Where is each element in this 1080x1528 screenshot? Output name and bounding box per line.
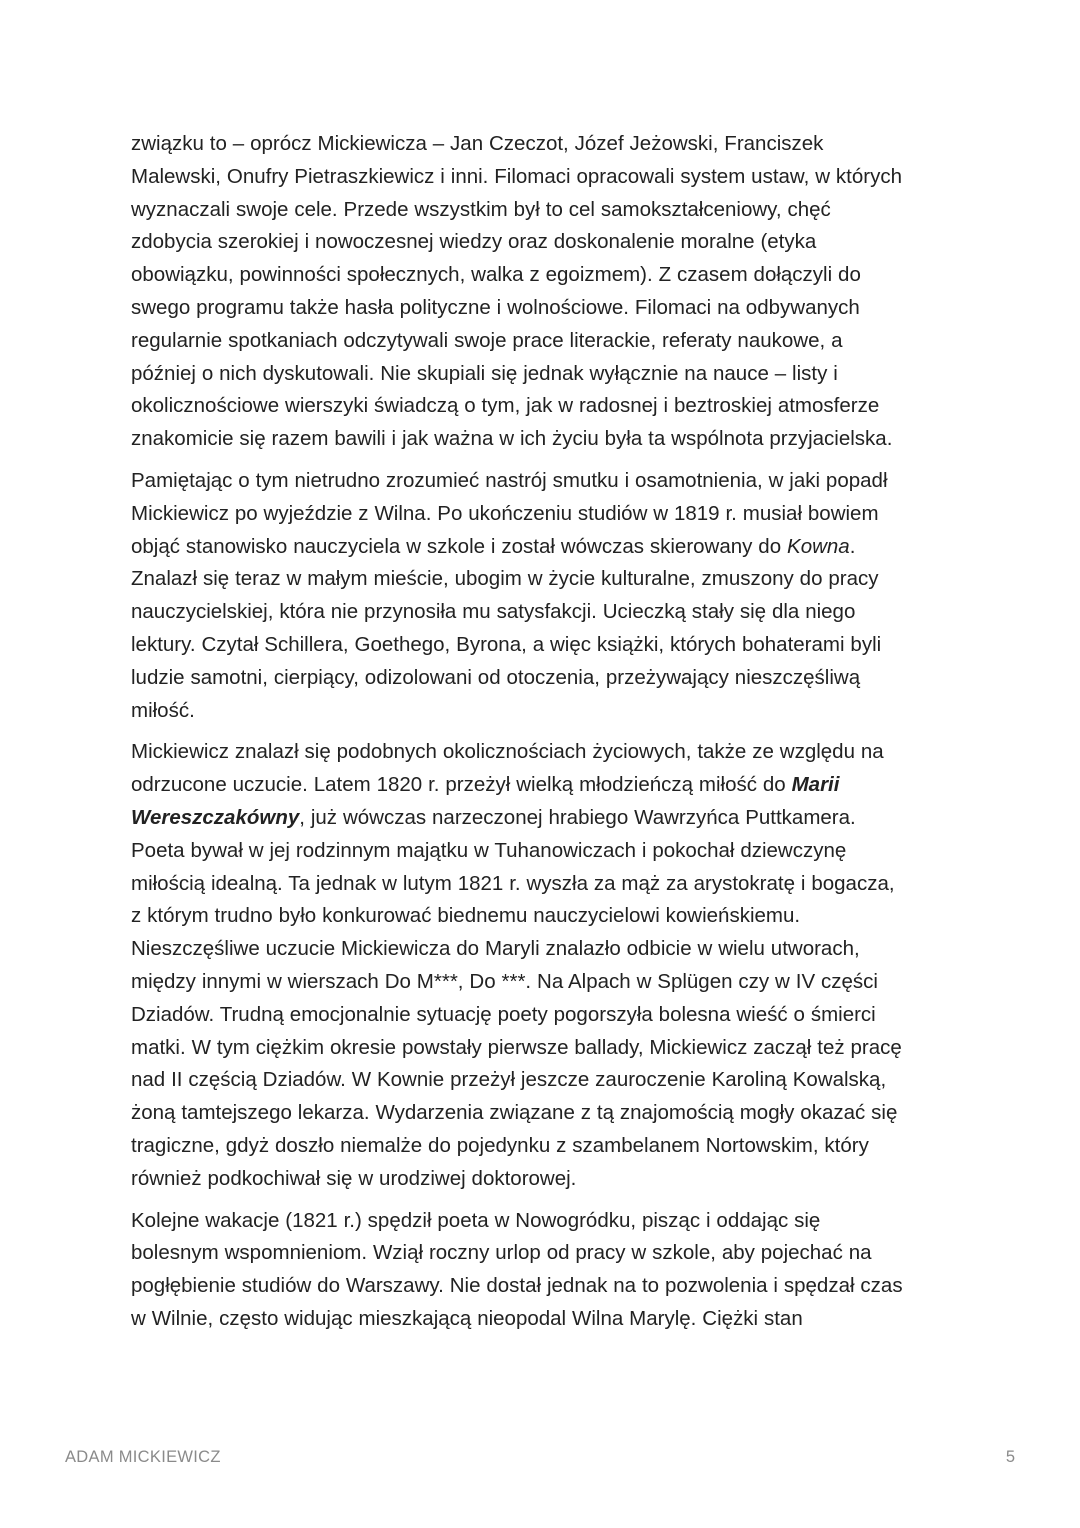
text-line	[131, 999, 953, 1032]
text-line	[131, 966, 953, 999]
text-run: pogłębienie studiów do Warszawy. Nie dostał jednak na to pozwolenia i spędzał czas	[131, 1274, 903, 1298]
text-line	[131, 596, 953, 629]
text-run: lektury. Czytał Schillera, Goethego, Byrona, a więc książki, których bohaterami byli	[131, 632, 882, 656]
text-line	[131, 563, 953, 596]
page-body	[131, 128, 953, 1345]
text-line	[131, 900, 953, 933]
text-line	[131, 325, 953, 358]
text-run: matki. W tym ciężkim okresie powstały pierwsze ballady, Mickiewicz zaczął też pracę	[131, 1035, 902, 1059]
text-line	[131, 1097, 953, 1130]
text-run: regularnie spotkaniach odczytywali swoje prace literackie, referaty naukowe, a	[131, 328, 843, 352]
text-run: obowiązku, powinności społecznych, walka z egoizmem). Z czasem dołączyli do	[131, 263, 861, 287]
text-run: objąć stanowisko nauczyciela w szkole i został wówczas skierowany do	[131, 534, 788, 558]
text-run: Kolejne wakacje (1821 r.) spędził poeta w Nowogródku, pisząc i oddając się	[131, 1208, 821, 1232]
text-run: ludzie samotni, cierpiący, odizolowani od otoczenia, przeżywający nieszczęśliwą	[131, 665, 861, 689]
text-run: zdobycia szerokiej i nowoczesnej wiedzy oraz doskonalenie moralne (etyka	[131, 230, 817, 254]
text-line	[131, 736, 953, 769]
text-run: Znalazł się teraz w małym mieście, ubogim w życie kulturalne, zmuszony do pracy	[131, 567, 879, 591]
text-run: .	[849, 534, 856, 558]
text-line	[131, 465, 953, 498]
text-line	[131, 531, 953, 564]
text-run: Malewski, Onufry Pietraszkiewicz i inni. Filomaci opracowali system ustaw, w których	[131, 164, 902, 188]
text-run: nauczycielskiej, która nie przynosiła mu satysfakcji. Ucieczką stały się dla niego	[131, 600, 856, 624]
text-run: wyznaczali swoje cele. Przede wszystkim był to cel samokształceniowy, chęć	[131, 197, 831, 221]
text-run: Mickiewicz znalazł się podobnych okolicznościach życiowych, także ze względu na	[131, 740, 884, 764]
text-run: Nieszczęśliwe uczucie Mickiewicza do Maryli znalazło odbicie w wielu utworach,	[131, 937, 860, 961]
text-run: Poeta bywał w jej rodzinnym majątku w Tuhanowiczach i pokochał dziewczynę	[131, 838, 847, 862]
text-run: później o nich dyskutowali. Nie skupiali się jednak wyłącznie na nauce – listy i	[131, 361, 838, 385]
text-line	[131, 498, 953, 531]
text-run: okolicznościowe wierszyki świadczą o tym, jak w radosnej i beztroskiej atmosferze	[131, 394, 880, 418]
text-line	[131, 802, 953, 835]
text-line	[131, 1032, 953, 1065]
text-run: żoną tamtejszego lekarza. Wydarzenia związane z tą znajomością mogły okazać się	[131, 1101, 898, 1125]
italic-text: Kowna	[787, 534, 850, 558]
text-line	[131, 662, 953, 695]
text-run: Dziadów. Trudną emocjonalnie sytuację poety pogorszyła bolesna wieść o śmierci	[131, 1002, 876, 1026]
page-number: 5	[1005, 1448, 1015, 1466]
text-line	[131, 1270, 953, 1303]
text-run: związku to – oprócz Mickiewicza – Jan Czeczot, Józef Jeżowski, Franciszek	[131, 132, 824, 155]
text-line	[131, 259, 953, 292]
bold-italic-name: Wereszczakówny	[131, 805, 300, 829]
bold-italic-name: Marii	[791, 773, 840, 797]
text-run: również podkochiwał się w urodziwej doktorowej.	[131, 1166, 577, 1190]
paragraph	[131, 1205, 953, 1336]
text-line	[131, 1130, 953, 1163]
text-line	[131, 1163, 953, 1196]
text-line	[131, 358, 953, 391]
text-line	[131, 629, 953, 662]
text-run: miłość.	[131, 698, 195, 722]
text-run: miłością idealną. Ta jednak w lutym 1821 r. wyszła za mąż za arystokratę i bogacza,	[131, 871, 895, 895]
text-run: Mickiewicz po wyjeździe z Wilna. Po ukończeniu studiów w 1819 r. musiał bowiem	[131, 501, 879, 525]
text-line	[131, 292, 953, 325]
text-line	[131, 933, 953, 966]
text-run: swego programu także hasła polityczne i wolnościowe. Filomaci na odbywanych	[131, 295, 860, 319]
text-line	[131, 1237, 953, 1270]
paragraph	[131, 128, 953, 456]
text-run: nad II częścią Dziadów. W Kownie przeżył jeszcze zauroczenie Karoliną Kowalską,	[131, 1068, 887, 1092]
text-run: z którym trudno było konkurować biednemu nauczycielowi kowieńskiemu.	[131, 904, 801, 928]
text-run: Pamiętając o tym nietrudno zrozumieć nastrój smutku i osamotnienia, w jaki popadł	[131, 468, 888, 492]
text-run: znakomicie się razem bawili i jak ważna w ich życiu była ta wspólnota przyjacielska.	[131, 427, 893, 451]
text-line	[131, 868, 953, 901]
running-footer-title: ADAM MICKIEWICZ	[65, 1448, 221, 1466]
text-line	[131, 835, 953, 868]
text-line	[131, 226, 953, 259]
text-line	[131, 695, 953, 728]
text-line	[131, 769, 953, 802]
text-line	[131, 194, 953, 227]
text-run: między innymi w wierszach Do M***, Do ***. Na Alpach w Splügen czy w IV części	[131, 969, 878, 993]
text-line	[131, 1303, 953, 1336]
text-line	[131, 161, 953, 194]
paragraph	[131, 465, 953, 727]
text-line	[131, 390, 953, 423]
text-run: w Wilnie, często widując mieszkającą nieopodal Wilna Marylę. Ciężki stan	[131, 1306, 803, 1330]
text-line	[131, 1064, 953, 1097]
text-line	[131, 423, 953, 456]
paragraph	[131, 736, 953, 1195]
text-run: bolesnym wspomnieniom. Wziął roczny urlop od pracy w szkole, aby pojechać na	[131, 1241, 872, 1265]
text-run: tragiczne, gdyż doszło niemalże do pojedynku z szambelanem Nortowskim, który	[131, 1133, 869, 1157]
text-run: odrzucone uczucie. Latem 1820 r. przeżył wielką młodzieńczą miłość do	[131, 773, 792, 797]
text-line	[131, 1205, 953, 1238]
text-line	[131, 128, 953, 161]
text-run: , już wówczas narzeczonej hrabiego Wawrzyńca Puttkamera.	[299, 805, 856, 829]
